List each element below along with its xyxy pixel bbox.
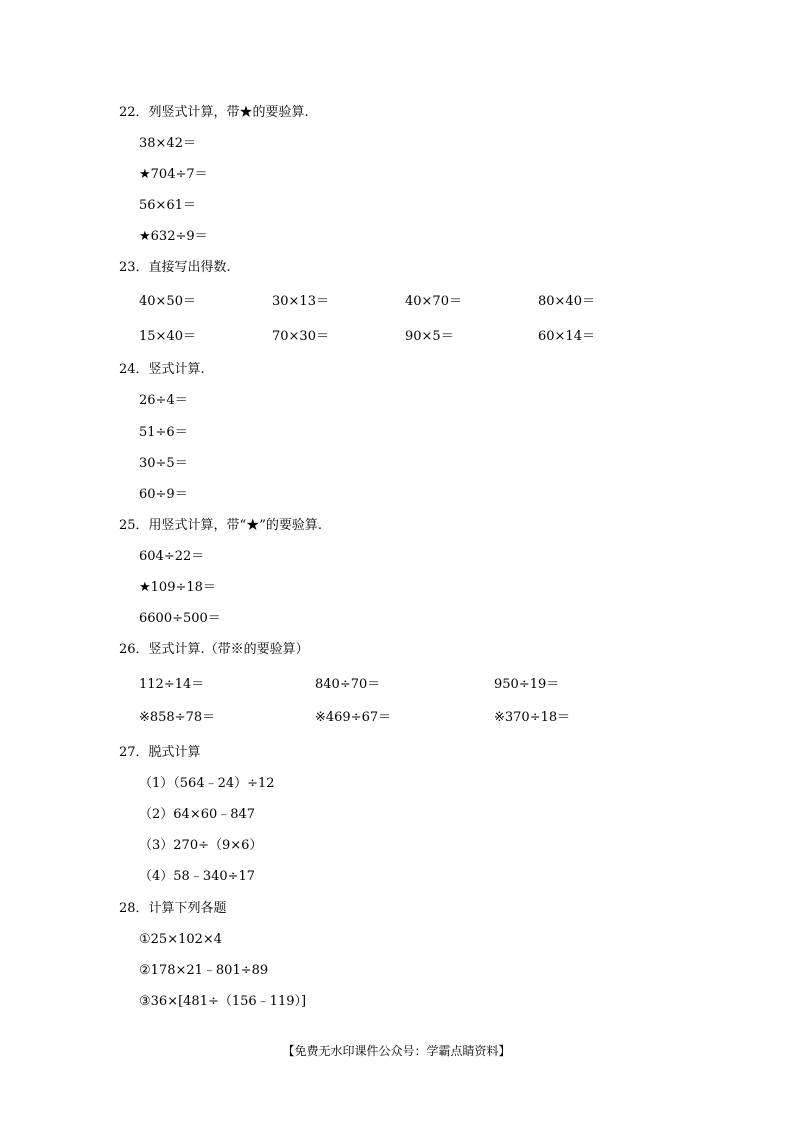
question-24-item-1: 26÷4＝: [139, 393, 188, 408]
question-28-title: 28．计算下列各题: [119, 901, 227, 916]
question-23-r1-c4: 80×40＝: [538, 294, 595, 309]
question-24-item-3: 30÷5＝: [139, 456, 188, 471]
question-25-title: 25．用竖式计算，带“★”的要验算.: [119, 518, 322, 533]
question-27-item-3: （3）270÷（9×6）: [139, 838, 263, 853]
question-25-item-2: ★109÷18＝: [139, 580, 216, 595]
question-25-item-3: 6600÷500＝: [139, 611, 221, 626]
question-28-item-2: ②178×21﹣801÷89: [139, 963, 269, 978]
question-26-r2-c1: ※858÷78＝: [139, 710, 216, 725]
question-22-item-3: 56×61＝: [139, 198, 196, 213]
question-23-r2-c1: 15×40＝: [139, 329, 196, 344]
question-23-r1-c1: 40×50＝: [139, 294, 196, 309]
question-26-title: 26．竖式计算.（带※的要验算）: [119, 642, 309, 657]
question-24-title: 24．竖式计算.: [119, 362, 205, 377]
question-22-item-4: ★632÷9＝: [139, 229, 208, 244]
question-23-title: 23．直接写出得数.: [119, 260, 231, 275]
question-28-item-1: ①25×102×4: [139, 932, 223, 947]
question-23-r2-c2: 70×30＝: [272, 329, 329, 344]
question-26-r2-c2: ※469÷67＝: [315, 710, 392, 725]
question-22-item-2: ★704÷7＝: [139, 167, 208, 182]
question-24-item-4: 60÷9＝: [139, 487, 188, 502]
question-24-item-2: 51÷6＝: [139, 425, 188, 440]
question-22-item-1: 38×42＝: [139, 136, 196, 151]
question-25-item-1: 604÷22＝: [139, 549, 205, 564]
question-27-item-1: （1）（564﹣24）÷12: [139, 776, 275, 791]
question-23-r1-c2: 30×13＝: [272, 294, 329, 309]
question-22-title: 22．列竖式计算，带★的要验算.: [119, 105, 309, 120]
question-27-item-4: （4）58﹣340÷17: [139, 869, 256, 884]
footer-watermark-note: 【免费无水印课件公众号：学霸点睛资料】: [282, 1044, 511, 1058]
question-26-r1-c2: 840÷70＝: [315, 677, 381, 692]
question-23-r1-c3: 40×70＝: [405, 294, 462, 309]
question-27-title: 27．脱式计算: [119, 745, 201, 760]
question-27-item-2: （2）64×60﹣847: [139, 807, 256, 822]
question-26-r2-c3: ※370÷18＝: [494, 710, 571, 725]
question-26-r1-c1: 112÷14＝: [139, 677, 205, 692]
question-23-r2-c4: 60×14＝: [538, 329, 595, 344]
question-28-item-3: ③36×[481÷（156﹣119）]: [139, 994, 307, 1009]
question-26-r1-c3: 950÷19＝: [494, 677, 560, 692]
question-23-r2-c3: 90×5＝: [405, 329, 454, 344]
